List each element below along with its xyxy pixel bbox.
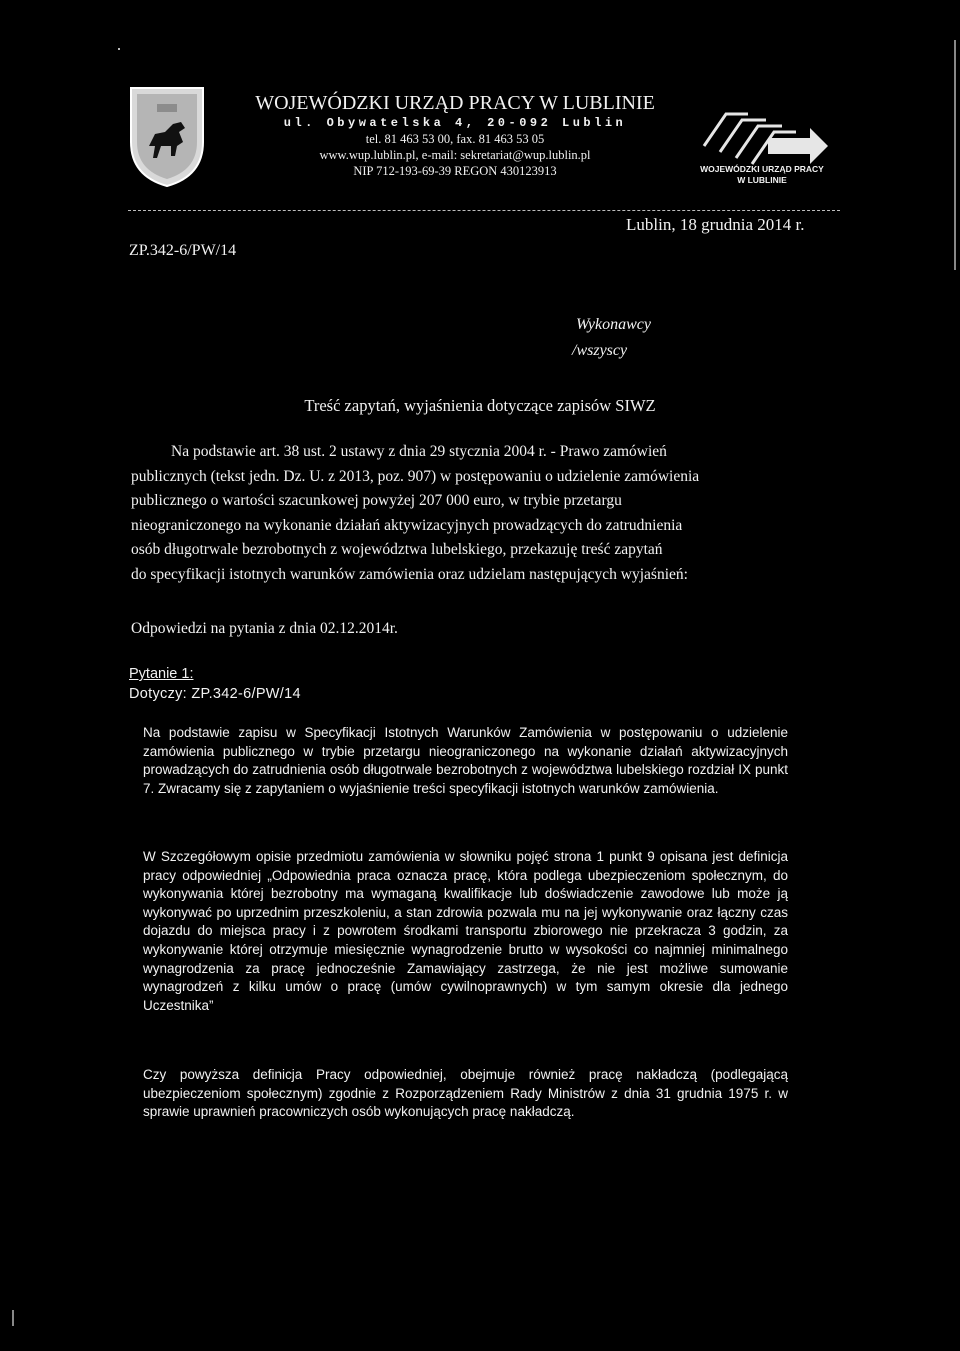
reference-number: ZP.342-6/PW/14 xyxy=(129,242,237,259)
organization-web-email: www.wup.lublin.pl, e-mail: sekretariat@wup.lublin.pl xyxy=(319,148,591,162)
organization-nip-regon: NIP 712-193-69-39 REGON 430123913 xyxy=(353,164,557,178)
recipient-main: Wykonawcy xyxy=(576,316,651,333)
scan-edge xyxy=(954,40,956,270)
letterhead xyxy=(240,92,670,179)
header-divider xyxy=(128,210,840,211)
letter-date: Lublin, 18 grudnia 2014 r. xyxy=(626,215,805,234)
answers-heading: Odpowiedzi na pytania z dnia 02.12.2014r. xyxy=(131,620,398,637)
scan-edge xyxy=(12,1310,14,1326)
brand-caption xyxy=(682,164,842,186)
brand-caption-line1: WOJEWÓDZKI URZĄD PRACY xyxy=(700,164,824,174)
question-reference: Dotyczy: ZP.342-6/PW/14 xyxy=(129,686,301,702)
intro-line: nieograniczonego na wykonanie działań aktywizacyjnych prowadzących do zatrudnienia xyxy=(131,516,683,534)
organization-phone-fax: tel. 81 463 53 00, fax. 81 463 53 05 xyxy=(365,132,545,146)
intro-line: osób długotrwale bezrobotnych z województwa lubelskiego, przekazuję treść zapytań xyxy=(131,541,663,558)
organization-address: ul. Obywatelska 4, 20-092 Lublin xyxy=(283,116,627,130)
question-paragraph: W Szczegółowym opisie przedmiotu zamówienia w słowniku pojęć strona 1 punkt 9 opisana jest definicja pracy odpowiedniej „Odpowiednia praca oznacza pracę, która podlega ubezpieczeniom społecznym, do wykonywania której bezrobotny ma wymaganą kwalifikacje lub doświadczenie zawodowe lub może ją wykonywać po uprzednim przeszkoleniu, a stan zdrowia pozwala mu na jej wykonywanie oraz łączny czas dojazdu do miejsca pracy i z powrotem środkami transportu zbiorowego nie przekracza 3 godzin, za wykonywanie której otrzymuje miesięcznie wynagrodzenie brutto w wysokości co najmniej minimalnego wynagrodzenia za pracę jednocześnie Zamawiający zastrzega, że nie jest możliwe sumowanie wynagrodzeń z kilku umów o pracę (umów cywilnoprawnych) w tym samym okresie dla jednego Uczestnika” xyxy=(143,849,788,1013)
coat-of-arms-icon xyxy=(127,84,207,188)
question-paragraph: Czy powyższa definicja Pracy odpowiedniej, obejmuje również pracę nakładczą (podlegającą ubezpieczeniom społecznym) zgodnie z Rozporządzeniem Rady Ministrów z dnia 31 grudnia 1975 r. w sprawie uprawnień pracowniczych osób wykonujących pracę nakładczą. xyxy=(143,1067,788,1120)
organization-name: WOJEWÓDZKI URZĄD PRACY W LUBLINIE xyxy=(255,92,655,114)
question-paragraph: Na podstawie zapisu w Specyfikacji Istotnych Warunków Zamówienia w postępowaniu o udzielenie zamówienia publicznego w trybie przetargu nieograniczonego na wykonanie działań aktywizacyjnych prowadzących do zatrudnienia osób długotrwale bezrobotnych z województwa lubelskiego rozdział IX punkt 7. Zwracamy się z zapytaniem o wyjaśnienie treści specyfikacji istotnych warunków zamówienia. xyxy=(143,725,788,796)
scan-speck xyxy=(118,48,120,50)
brand-caption-line2: W LUBLINIE xyxy=(737,175,787,185)
intro-paragraph xyxy=(131,440,843,587)
recipient-sub: /wszyscy xyxy=(572,342,628,359)
intro-line: do specyfikacji istotnych warunków zamówienia oraz udzielam następujących wyjaśnień: xyxy=(131,565,688,583)
intro-line: publicznych (tekst jedn. Dz. U. z 2013, poz. 907) w postępowaniu o udzielenie zamówienia xyxy=(131,467,700,485)
intro-line: publicznego o wartości szacunkowej powyżej 207 000 euro, w trybie przetargu xyxy=(131,492,622,509)
letter-subject: Treść zapytań, wyjaśnienia dotyczące zapisów SIWZ xyxy=(304,396,656,415)
intro-line: Na podstawie art. 38 ust. 2 ustawy z dnia 29 stycznia 2004 r. - Prawo zamówień xyxy=(171,443,667,460)
question-label: Pytanie 1: xyxy=(129,666,194,682)
